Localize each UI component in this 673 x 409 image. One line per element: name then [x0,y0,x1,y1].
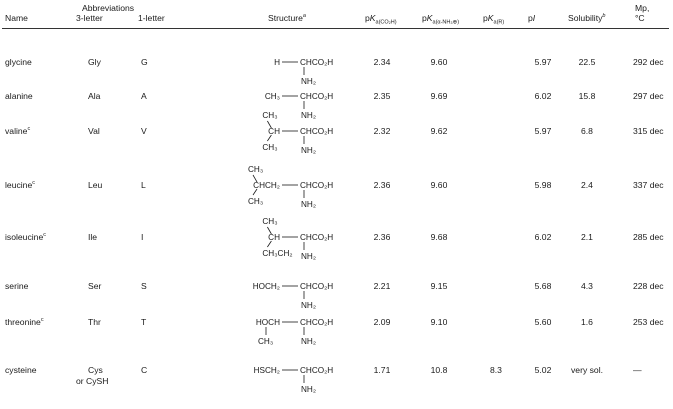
pka-carboxyl: 2.09 [373,317,391,327]
one-letter-code: G [141,57,148,67]
solubility: 1.6 [581,317,593,327]
structure-backbone: CHCO₂H [300,282,334,291]
solubility: 4.3 [581,281,593,291]
three-letter-code: Gly [88,57,101,67]
one-letter-code: C [141,365,148,375]
structure-amino-group: NH₂ [301,77,317,86]
solubility: 2.4 [581,180,593,190]
amino-acid-name-text: isoleucine [5,232,44,242]
solubility: very sol. [571,365,603,375]
three-letter-code: Thr [88,317,101,327]
pka-amino: 9.69 [430,91,448,101]
amino-acid-name [5,282,28,291]
structure-backbone: CHCO₂H [300,92,334,101]
isoelectric-point: 5.60 [534,317,552,327]
pka-carboxyl: 2.35 [373,91,391,101]
pka-amino: 9.68 [430,232,448,242]
amino-acid-name [5,58,32,67]
structure-side-chain: HSCH₂ [253,366,280,375]
one-letter-code: L [141,180,146,190]
three-letter-code: Ala [88,91,101,101]
one-letter-code: S [141,281,147,291]
structure-side-chain: HOCH₂ [252,282,280,291]
amino-acid-name [5,233,46,242]
header-pka1: $pK_{a(CO_2H)}$ [365,13,397,26]
header-name: Name [5,13,28,23]
amino-acid-name-text: valine [5,126,28,136]
one-letter-code: A [141,91,147,101]
solubility: 2.1 [581,232,593,242]
three-letter-code-alt: or CySH [76,376,109,386]
pka-amino: 9.15 [430,281,448,291]
solubility: 22.5 [578,57,596,67]
structure-backbone: CHCO₂H [300,181,334,190]
three-letter-code: Cys [88,365,103,375]
structure-backbone: CHCO₂H [300,58,334,67]
isoelectric-point: 6.02 [534,232,552,242]
structure-amino-group: NH₂ [301,337,317,346]
structure-backbone: CHCO₂H [300,318,334,327]
amino-acid-name-text: glycine [5,57,32,67]
structure-side-chain: HOCH [255,318,280,327]
pka-carboxyl: 2.36 [373,232,391,242]
structure-side-chain: CH₃ [264,92,280,101]
structure-diagram [228,151,368,211]
pka-side-chain: 8.3 [490,365,502,375]
structure-amino-group: NH₂ [301,301,317,310]
amino-acid-name-text: threonine [5,317,41,327]
isoelectric-point: 5.98 [534,180,552,190]
isoelectric-point: 5.97 [534,57,552,67]
footnote-mark: c [32,180,35,187]
footnote-mark: c [27,126,31,133]
structure-branch-top: CH₃ [262,217,278,226]
melting-point: — [633,365,642,375]
isoelectric-point: 6.02 [534,91,552,101]
structure-branch-low: CH₃ [248,197,264,206]
structure-side-chain: H [274,58,280,67]
footnote-mark: c [40,317,44,324]
pka-amino: 9.60 [430,57,448,67]
header-one-letter: 1-letter [138,13,165,23]
header-mp-unit: °C [635,13,645,23]
structure-side-chain: CH [268,233,280,242]
three-letter-code: Ser [88,281,102,291]
melting-point: 228 dec [633,281,664,291]
amino-acid-name [5,181,35,190]
header-structure: Structure$^a$ [268,13,306,23]
structure-amino-group: NH₂ [301,111,317,120]
header-abbreviations: Abbreviations [82,3,135,13]
amino-acid-name-text: leucine [5,180,33,190]
amino-acid-name [5,366,37,375]
structure-side-chain: CH [268,127,280,136]
structure-amino-group: NH₂ [301,200,317,209]
isoelectric-point: 5.97 [534,126,552,136]
structure-branch-low: CH₃ [262,143,278,152]
structure-amino-group: NH₂ [301,252,317,261]
melting-point: 297 dec [633,91,664,101]
melting-point: 315 dec [633,126,664,136]
melting-point: 253 dec [633,317,664,327]
three-letter-code: Ile [88,232,98,242]
header-pka2: $pK_{a(\alpha-NH_3\oplus)}$ [422,13,460,26]
amino-acid-name [5,318,44,327]
header-solubility: Solubility$^b$ [568,13,606,23]
solubility: 15.8 [578,91,596,101]
structure-diagram [228,336,368,396]
structure-side-chain: CHCH₂ [253,181,280,190]
solubility: 6.8 [581,126,593,136]
three-letter-code: Leu [88,180,103,190]
pka-amino: 10.8 [430,365,448,375]
header-pi: pI [528,13,536,23]
pka-carboxyl: 2.21 [373,281,391,291]
amino-acid-name [5,92,33,101]
isoelectric-point: 5.68 [534,281,552,291]
amino-acid-name-text: cysteine [5,365,37,375]
structure-amino-group: NH₂ [301,385,317,394]
melting-point: 292 dec [633,57,664,67]
melting-point: 337 dec [633,180,664,190]
structure-branch-group: CH₃ [258,337,274,346]
amino-acid-name-text: serine [5,281,29,291]
pka-carboxyl: 2.32 [373,126,391,136]
three-letter-code: Val [88,126,100,136]
structure-backbone: CHCO₂H [300,127,334,136]
pka-carboxyl: 1.71 [373,365,391,375]
pka-carboxyl: 2.34 [373,57,391,67]
isoelectric-point: 5.02 [534,365,552,375]
footnote-mark: c [43,232,46,239]
pka-amino: 9.62 [430,126,448,136]
one-letter-code: V [141,126,147,136]
pka-carboxyl: 2.36 [373,180,391,190]
structure-branch-low: CH₃CH₂ [262,249,293,258]
structure-backbone: CHCO₂H [300,366,334,375]
structure-backbone: CHCO₂H [300,233,334,242]
header-mp: Mp, [635,3,650,13]
structure-branch-top: CH₃ [248,165,264,174]
one-letter-code: I [141,232,144,242]
amino-acid-name [5,127,30,136]
structure-diagram [228,97,368,157]
pka-amino: 9.10 [430,317,448,327]
pka-amino: 9.60 [430,180,448,190]
one-letter-code: T [141,317,147,327]
structure-branch-top: CH₃ [262,111,278,120]
structure-amino-group: NH₂ [301,146,317,155]
header-three-letter: 3-letter [76,13,103,23]
melting-point: 285 dec [633,232,664,242]
amino-acid-name-text: alanine [5,91,33,101]
header-pkar: $pK_{a(R)}$ [483,13,505,26]
